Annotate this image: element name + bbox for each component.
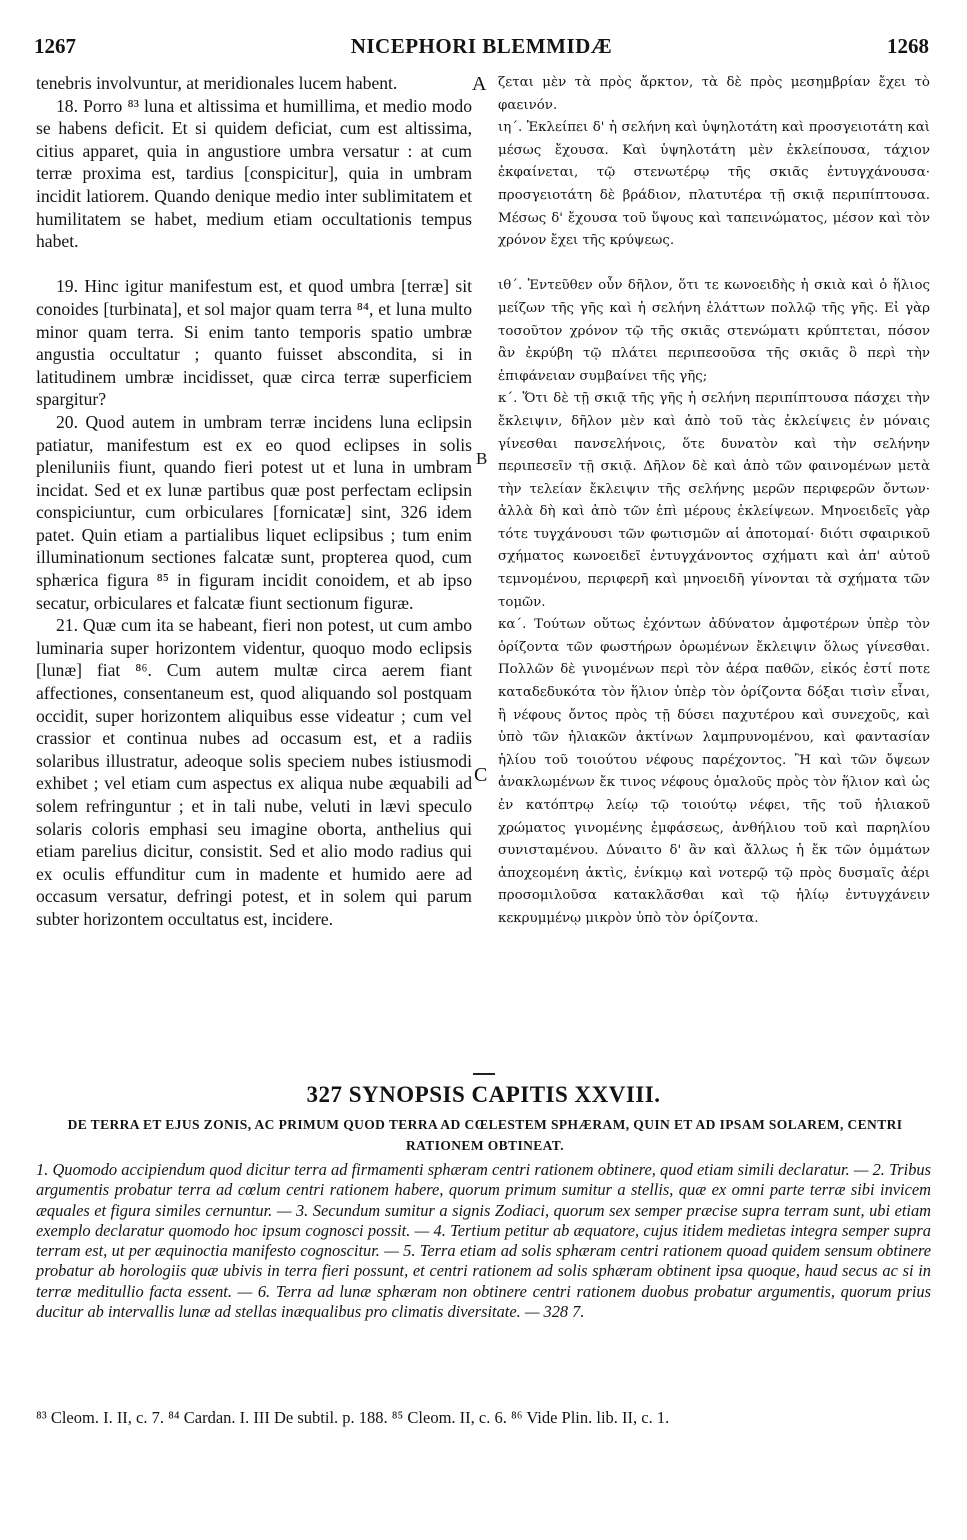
greek-paragraph: ζεται μὲν τὰ πρὸς ἄρκτον, τὰ δὲ πρὸς μεσημβρίαν ἔχει τὸ φαεινόν.: [498, 75, 930, 113]
page-number-right: 1268: [887, 34, 929, 58]
margin-letter-a: A: [472, 73, 487, 95]
margin-letter-b: B: [476, 449, 488, 468]
latin-paragraph-18: 18. Porro ⁸³ luna et altissima et humillima, et medio modo se habens deficit. Et si quidem deficiat, cum est altissima, citius apparet, quia in angustiore umbra versatur : at cum terræ proxima est, tardius [conspicitur], quia in umbram incidit latiorem. Quando denique medio inter sublimitatem et humilitatem se habet, medium etiam occultationis tempus habet.: [36, 95, 472, 252]
page-number-left: 1267: [34, 34, 76, 58]
greek-column: [498, 72, 930, 931]
running-title: NICEPHORI BLEMMIDÆ: [350, 34, 613, 58]
running-header: [34, 34, 929, 64]
greek-paragraph-19: ιθ΄. Ἐντεῦθεν οὖν δῆλον, ὅτι τε κωνοειδὴς ἡ σκιὰ καὶ ὁ ἥλιος μείζων τῆς γῆς καὶ ἡ σελήνη ἐλάττων πολλῷ τῆς γῆς. Εἰ γὰρ τοσοῦτον χρόνον τῷ τῆς σκιᾶς στενώματι κρύπτεται, πόσον ἂν ἐκρύβη τῷ πλάτει περιπεσοῦσα τῆς σκιᾶς ὃ περὶ τὴν ἐπιφάνειαν συμβαίνει τῆς γῆς;: [498, 278, 930, 384]
greek-paragraph-21: κα΄. Τούτων οὕτως ἐχόντων ἀδύνατον ἀμφοτέρων ὑπὲρ τὸν ὁρίζοντα τῶν φωστήρων ὁρωμένων ἔκλειψιν ὅλως γίνεσθαι. Πολλῶν δὲ γινομένων περὶ τὸν ἀέρα παθῶν, εἰκός ἐστί ποτε καταδεδυκότα τὸν ἥλιον ὑπὲρ τὸν ὁρίζοντα δόξαι τισὶν εἶναι, ἢ νέφους ὄντος πρὸς τῇ δύσει παχυτέρου καὶ συνεχοῦς, καὶ ὑπὸ τῶν ἡλιακῶν ἀκτίνων λαμπρυνομένου, καὶ φαντασίαν ἡλίου τοῦ τοιούτου νέφους παρέχοντος. Ἢ καὶ τῶν ὄψεων ἀνακλωμένων ἔκ τινος νέφους ὁμαλοῦς πρὸς τὸν ἥλιον καὶ ὡς ἐν κατόπτρῳ λείῳ τῷ τοιούτῳ νέφει, τῆς τοῦ ἡλιακοῦ χρώματος γινομένης ἐμφάσεως, ἀνθήλιου τοῦ καὶ παρηλίου συνισταμένου. Δύναιτο δ' ἂν καὶ ἄλλως ἡ ἔκ τῶν ὀμμάτων ἀποχεομένη ἀκτὶς, ἐνίκμῳ καὶ νοτερῷ τῷ πρὸς δυσμαῖς ἀέρι προσομιλοῦσα κατακλᾶσθαι καὶ τῷ ἡλίῳ ἐντυγχάνειν κεκρυμμένῳ μικρὸν ὑπὸ τὸν ὁρίζοντα.: [498, 617, 930, 926]
latin-paragraph: tenebris involvuntur, at meridionales lucem habent.: [36, 73, 398, 93]
margin-letter-c: C: [474, 764, 488, 786]
greek-paragraph-18: ιη΄. Ἐκλείπει δ' ἡ σελήνη καὶ ὑψηλοτάτη καὶ προσγειοτάτη καὶ μέσως ἔχουσα. Καὶ ὑψηλοτάτη μὲν ἐκλείπουσα, τάχιον ἐκφαίνεται, τῷ στενωτέρῳ τῆς σκιᾶς ἐντυγχάνουσα· προσγειοτάτη δὲ βράδιον, πλατυτέρα τῇ σκιᾷ περιπίπτουσα. Μέσως δ' ἔχουσα τοῦ ὕψους καὶ ταπεινώματος, μέσον καὶ τὸν χρόνον ἔχει τῆς κρύψεως.: [498, 120, 930, 249]
synopsis-subtitle: DE TERRA ET EJUS ZONIS, AC PRIMUM QUOD TERRA AD CŒLESTEM SPHÆRAM, QUIN ET AD IPSAM SOLAREM, CENTRI RATIONEM OBTINEAT.: [67, 1117, 903, 1153]
latin-paragraph-19: 19. Hinc igitur manifestum est, et quod umbra [terræ] sit conoides [turbinata], et sol major quam terra ⁸⁴, et luna multo minor quam terra. Si enim tanto temporis spatio umbræ angustia occultatur ; quanto fuisset abscondita, si in latitudinem umbræ incidisset, quæ circa terræ superficiem spargitur?: [36, 276, 472, 410]
footnotes: ⁸³ Cleom. I. II, c. 7. ⁸⁴ Cardan. I. III De subtil. p. 188. ⁸⁵ Cleom. II, c. 6. ⁸⁶ Vide Plin. lib. II, c. 1.: [36, 1408, 670, 1427]
latin-paragraph-20: 20. Quod autem in umbram terræ incidens luna eclipsin patiatur, manifestum est ex eo quod eclipses in solis pleniluniis fiunt, quando fieri potest ut et luna in umbram incidat. Sed et ex lunæ partibus quæ post perfectam eclipsin conspiciuntur, cum orbiculares [fornicatæ] sint, 326 idem patet. Quin etiam a partialibus liquet eclipsibus ; tum enim illuminationum sectiones falcatæ sunt, propterea quod, cum sphærica figura ⁸⁵ in figuram incidit conoidem, et ab ipso secatur, orbiculares et falcatæ fiunt sectionum figuræ.: [36, 411, 472, 613]
synopsis-title: 327 SYNOPSIS CAPITIS XXVIII.: [306, 1082, 661, 1107]
latin-paragraph-21: 21. Quæ cum ita se habeant, fieri non potest, ut cum ambo luminaria super horizontem videntur, quoquo modo eclipsis [lunæ] fiat ⁸⁶. Cum autem multæ circa aerem fiant affectiones, consentaneum est, quod aliquando sol postquam occidit, super horizontem aliquibus esse videatur ; cum vel crassior et continua nubes ad occasum est, et a radiis solaribus illustratur, adeoque solis speciem nubes istiusmodi exhibet ; vel etiam cum aspectus ex aliqua nube æquabili ad solem refringuntur ; et in tali nube, veluti in lævi speculo solaris coloris emphasi seu imagine oborta, anthelius qui etiam parelius dicitur, consistit. Sed et alio modo radius qui ex oculis effunditur cum in madente et humido aere ad occasum versatur, defringi potest, et in solem qui parum subter horizontem occultatus est, incidere.: [36, 615, 472, 929]
section-divider: [473, 1073, 495, 1075]
greek-paragraph-20: κ΄. Ὅτι δὲ τῇ σκιᾷ τῆς γῆς ἡ σελήνη περιπίπτουσα πάσχει τὴν ἔκλειψιν, δῆλον μὲν καὶ ἀπὸ τοῦ τὰς ἐκλείψεις ἐν μόναις γίνεσθαι πανσελήνοις, ὅτε δυνατὸν καὶ τὴν σελήνην περιπεσεῖν τῇ σκιᾷ. Δῆλον δὲ καὶ ἀπὸ τῶν φαινομένων μετὰ τὴν τελείαν ἔκλειψιν τῆς σελήνης μερῶν περιφερῶν ὄντων· ἀλλὰ δὴ καὶ ἀπὸ τῶν ἐπὶ μέρους ἐκλείψεων. Μηνοειδεῖς γὰρ τότε τυγχάνουσι τῶν φωτισμῶν αἱ ἀποτομαί· διότι σφαιρικοῦ σχήματος κωνοειδεῖ ἐντυγχάνοντος σχήματι καὶ ἀπ' αὐτοῦ τεμνομένου, περιφερῆ καὶ μηνοειδῆ γίνονται τὰ σχήματα τῶν τομῶν.: [498, 391, 930, 610]
latin-column: [36, 72, 472, 931]
synopsis-body: 1. Quomodo accipiendum quod dicitur terra ad firmamenti sphæram centri rationem obtinere, quod etiam simili declaratur. — 2. Tribus argumentis probatur terra ad cœlum centri rationem habere, quorum primum sumitur a stellis, quæ ex omni parte terræ sibi invicem æquales et figura similes cernuntur. — 3. Secundum sumitur a signis Zodiaci, quorum sex semper præcise supra terram sunt, ubi etiam exemplo declaratur quomodo hoc ipsum cognosci possit. — 4. Tertium petitur ab æquatore, cujus itidem medietas integra semper supra terram est, ut per æquinoctia manifesto cognoscitur. — 5. Terra etiam ad solis sphæram centri rationem quoad quidem sensum obtinere probatur ab horologiis quæ ubivis in terra fieri possunt, et centri rationem ad solis sphæram obtinent ipsa quoque, haud secus ac si in terræ meditullio facta essent. — 6. Terra ad lunæ sphæram non obtinere centri rationem duobus probatur argumentis, quorum prius ducitur ab intervallis lunæ ad stellas inæqualibus pro climatis diversitate. — 328 7.: [36, 1160, 931, 1322]
